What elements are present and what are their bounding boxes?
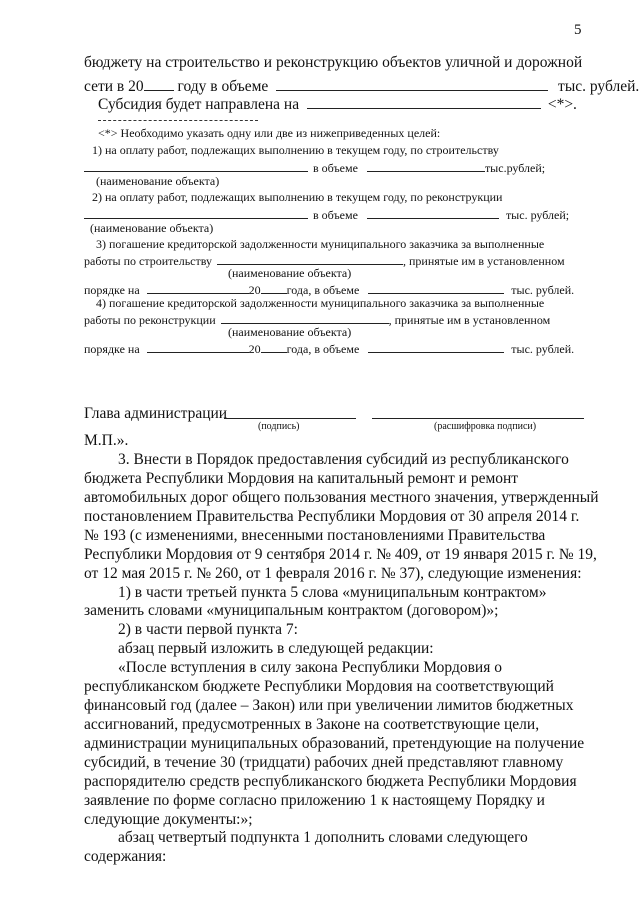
amount-blank-3 xyxy=(368,282,504,294)
object-blank-4 xyxy=(221,312,389,324)
body-line: абзац первый изложить в следующей редакции: xyxy=(118,640,434,657)
object-blank-3 xyxy=(217,253,403,265)
body-line: 3. Внести в Порядок предоставления субсидий из республиканского xyxy=(118,451,569,468)
purpose-blank xyxy=(307,97,541,109)
top-line-3 xyxy=(98,97,577,113)
footnote-p1-line2 xyxy=(84,160,545,174)
footnote-p4-year: года, в объеме xyxy=(286,342,360,356)
top-line-3-b: <*>. xyxy=(547,96,577,113)
footnote-note: <*> Необходимо указать одну или две из нижеприведенных целей: xyxy=(98,126,441,140)
footnote-p3-accepted: , принятые им в установленном xyxy=(403,254,565,268)
date-blank-4 xyxy=(147,341,249,353)
page-number: 5 xyxy=(574,22,582,38)
body-line: от 12 мая 2015 г. № 260, от 1 февраля 2016 г. № 37), следующие изменения: xyxy=(84,565,582,582)
top-line-2 xyxy=(84,79,639,95)
amount-blank-1 xyxy=(367,160,485,172)
footnote-object-name-4: (наименование объекта) xyxy=(228,325,352,339)
footnote-p2-line2 xyxy=(84,207,569,221)
body-line: автомобильных дорог общего пользования местного значения, утвержденный xyxy=(84,489,599,506)
footnote-p4-order: порядке на xyxy=(84,342,140,356)
footnote-p1-volume: в объеме xyxy=(313,161,358,175)
stamp-place: М.П.». xyxy=(84,432,129,449)
footnote-p2-line1: 2) на оплату работ, подлежащих выполнению в текущем году, по реконструкции xyxy=(92,190,503,204)
body-line: «После вступления в силу закона Республики Мордовия о xyxy=(118,659,502,676)
footnote-p1-line1 xyxy=(92,144,586,156)
footnote-p3-thous: тыс. рублей. xyxy=(511,283,575,297)
footnote-p3-20: 20 xyxy=(248,283,261,297)
top-line-3-a: Субсидия будет направлена на xyxy=(98,96,300,113)
body-line: заменить словами «муниципальным контрактом (договором)»; xyxy=(84,602,499,619)
body-line: финансовый год (далее – Закон) или при увеличении лимитов бюджетных xyxy=(84,697,574,714)
footnote-p4-line3 xyxy=(84,341,574,355)
body-line: республиканском бюджете Республики Мордовия на соответствующий xyxy=(84,678,554,695)
top-line-2-c: тыс. рублей. xyxy=(558,78,640,95)
footnote-p3-line2 xyxy=(84,253,565,267)
signature-head xyxy=(84,406,227,422)
top-line-1: бюджету на строительство и реконструкцию объектов уличной и дорожной xyxy=(84,54,583,71)
footnote-p4-accepted: , принятые им в установленном xyxy=(388,313,551,327)
body-line: заявление по форме согласно приложению 1 к настоящему Порядку и xyxy=(84,792,545,809)
body-line: Республики Мордовия от 9 сентября 2014 г. № 409, от 19 января 2015 г. № 19, xyxy=(84,546,597,563)
footnote-p1-text: 1) на оплату работ, подлежащих выполнению в текущем году, по строительству xyxy=(92,143,499,157)
body-line: 2) в части первой пункта 7: xyxy=(118,621,298,638)
footnote-p3-works: работы по строительству xyxy=(84,254,212,268)
footnote-p1-thous: тыс.рублей; xyxy=(484,161,546,175)
footnote-p3-order: порядке на xyxy=(84,283,140,297)
footnote-separator xyxy=(98,120,258,121)
footnote-object-name-2: (наименование объекта) xyxy=(90,221,214,235)
body-line: содержания: xyxy=(84,848,167,865)
body-line-text: бюджета Республики Мордовия на капитальный ремонт и ремонт xyxy=(84,470,519,487)
decipher-line xyxy=(372,418,584,419)
body-line: 1) в части третьей пункта 5 слова «муниципальным контрактом» xyxy=(118,584,547,601)
year-blank-3 xyxy=(261,282,287,294)
body-line: субсидий, в течение 30 (тридцати) рабочих дней представляют главному xyxy=(84,754,564,771)
date-blank-3 xyxy=(147,282,249,294)
body-line: следующие документы:»; xyxy=(84,811,253,828)
footnote-object-name-1: (наименование объекта) xyxy=(96,174,220,188)
amount-blank xyxy=(276,79,548,91)
body-line: абзац четвертый подпункта 1 дополнить словами следующего xyxy=(118,829,528,846)
footnote-p4-line2 xyxy=(84,312,550,326)
year-blank-4 xyxy=(261,341,287,353)
body-line: администрации муниципальных образований, претендующие на получение xyxy=(84,735,585,752)
signature-caption: (подпись) xyxy=(258,421,300,432)
object-blank-1 xyxy=(84,160,308,172)
footnote-p4-works: работы по реконструкции xyxy=(84,313,216,327)
body-line: распорядителю средств республиканского бюджета Республики Мордовия xyxy=(84,773,577,790)
footnote-p3-line1: 3) погашение кредиторской задолженности муниципального заказчика за выполненные xyxy=(96,237,545,251)
top-line-2-a: сети в 20 xyxy=(84,78,144,95)
body-line: ассигнований, предусмотренных в Законе на соответствующие цели, xyxy=(84,716,540,733)
footnote-object-name-3: (наименование объекта) xyxy=(228,266,352,280)
body-line: № 193 (с изменениями, внесенными постановлениями Правительства xyxy=(84,527,546,544)
footnote-p4-20: 20 xyxy=(248,342,261,356)
decipher-caption: (расшифровка подписи) xyxy=(434,421,537,432)
footnote-p2-volume: в объеме xyxy=(313,208,358,222)
signature-head-label: Глава администрации xyxy=(84,405,228,422)
body-line xyxy=(84,471,584,487)
top-line-2-b: году в объеме xyxy=(173,78,269,95)
footnote-p3-year: года, в объеме xyxy=(286,283,360,297)
amount-blank-4 xyxy=(368,341,504,353)
footnote-p3-line3 xyxy=(84,282,574,296)
year-blank xyxy=(144,79,174,91)
footnote-p2-thous: тыс. рублей; xyxy=(505,208,570,222)
footnote-p4-thous: тыс. рублей. xyxy=(511,342,575,356)
object-blank-2 xyxy=(84,207,308,219)
body-line: постановлением Правительства Республики Мордовия от 30 апреля 2014 г. xyxy=(84,508,580,525)
amount-blank-2 xyxy=(367,207,499,219)
signature-line xyxy=(224,418,356,419)
footnote-p4-line1: 4) погашение кредиторской задолженности муниципального заказчика за выполненные xyxy=(96,296,545,310)
